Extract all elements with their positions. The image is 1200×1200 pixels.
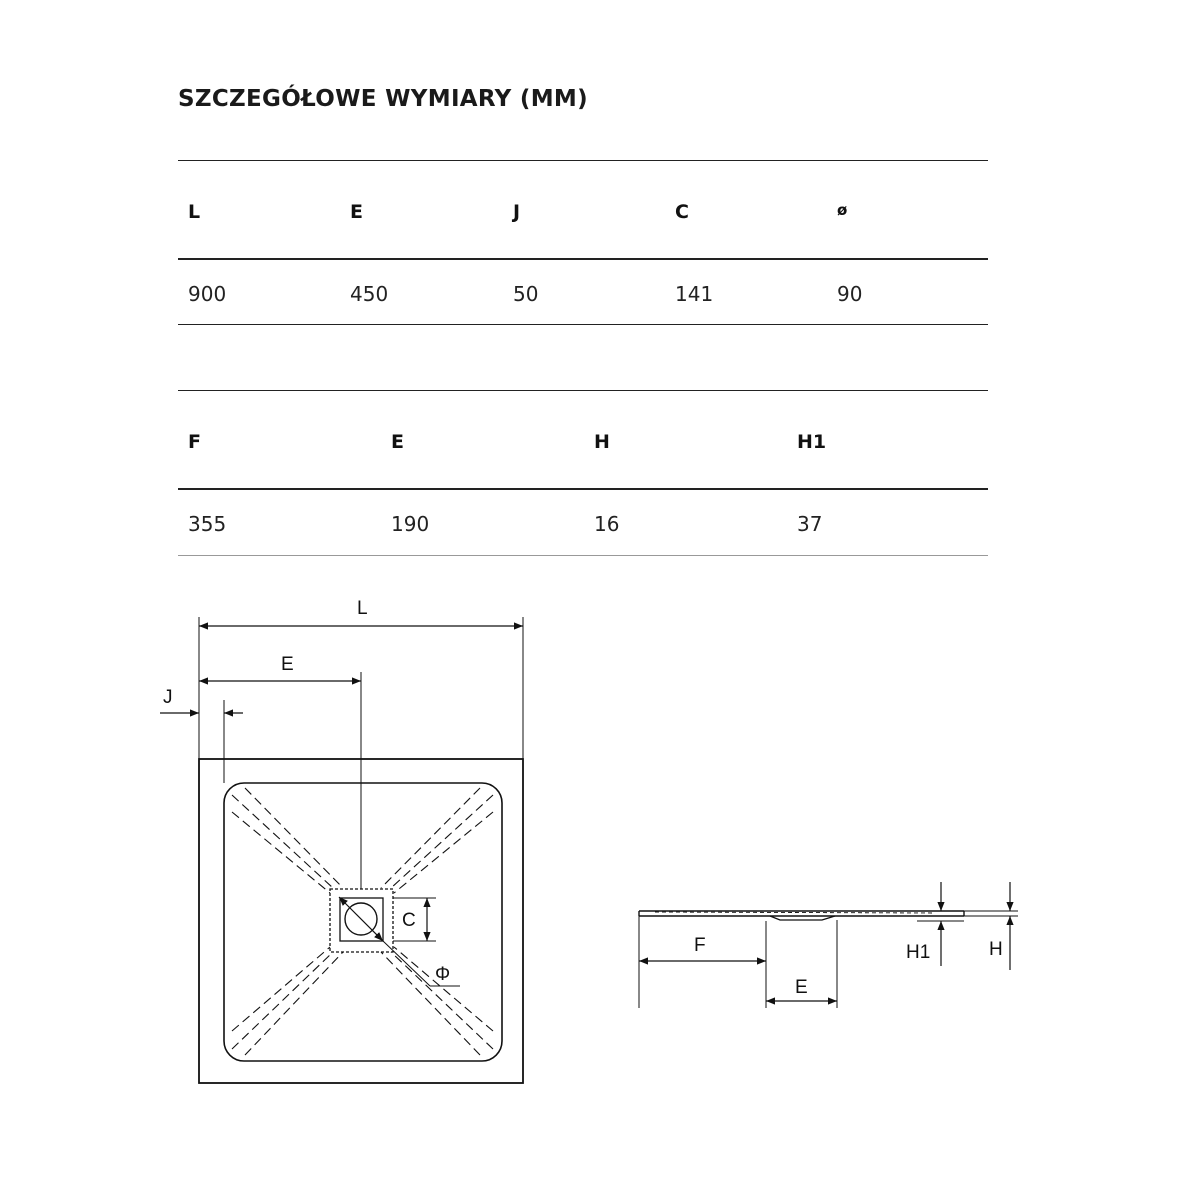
label-phi: Φ	[435, 964, 451, 985]
table1-value-c: 141	[675, 282, 714, 306]
label-h1: H1	[906, 942, 931, 963]
table2-header-h: H	[594, 431, 610, 453]
table1-value-e: 450	[350, 282, 389, 306]
label-l: L	[357, 598, 368, 619]
table2-header-e: E	[391, 431, 404, 453]
table2-header-f: F	[188, 431, 201, 453]
table2-value-h1: 37	[797, 512, 823, 536]
label-c: C	[402, 910, 416, 931]
page-title: SZCZEGÓŁOWE WYMIARY (MM)	[178, 86, 588, 112]
table1-value-j: 50	[513, 282, 539, 306]
table2-value-e: 190	[391, 512, 430, 536]
label-e: E	[281, 654, 294, 675]
table1-header-l: L	[188, 201, 201, 223]
table2-header-h1: H1	[797, 431, 827, 453]
label-j: J	[163, 687, 173, 708]
table1-header-e: E	[350, 201, 363, 223]
table1-header-j: J	[513, 201, 521, 223]
table2-value-h: 16	[594, 512, 620, 536]
label-h: H	[989, 939, 1003, 960]
table1-header-diameter: ø	[837, 201, 848, 219]
table1-header-c: C	[675, 201, 689, 223]
table1-value-diameter: 90	[837, 282, 863, 306]
label-side-e: E	[795, 977, 808, 998]
top-view-drawing	[160, 617, 523, 1083]
table2-value-f: 355	[188, 512, 227, 536]
slope-lines	[232, 788, 493, 1055]
table1-value-l: 900	[188, 282, 227, 306]
label-f: F	[694, 935, 706, 956]
